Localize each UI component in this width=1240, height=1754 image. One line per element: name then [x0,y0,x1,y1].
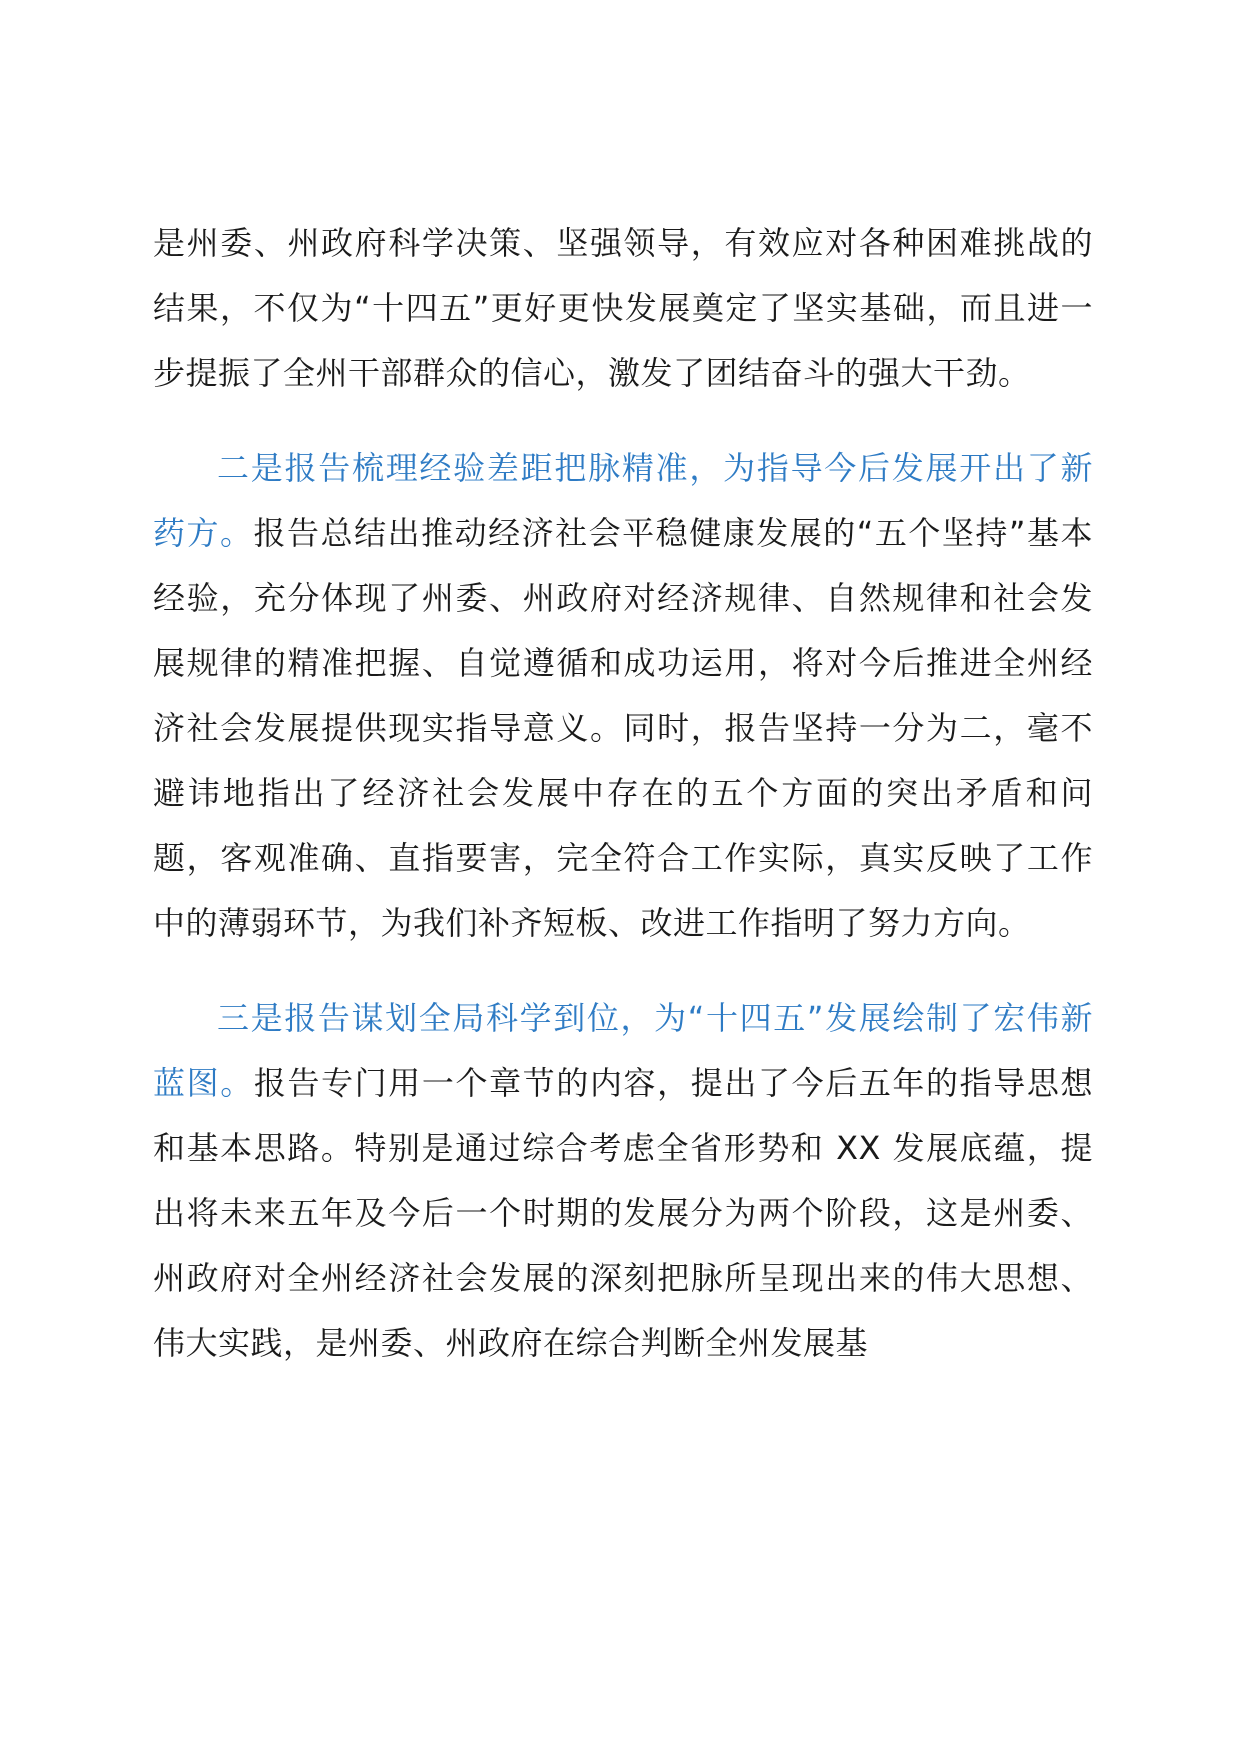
paragraph-point-three [153,986,1093,1376]
paragraph-point-two [153,436,1093,956]
document-body [153,211,1093,1376]
paragraph-text: 报告总结出推动经济社会平稳健康发展的“五个坚持”基本经验，充分体现了州委、州政府对经济规律、自然规律和社会发展规律的精准把握、自觉遵循和成功运用，将对今后推进全州经济社会发展提供现实指导意义。同时，报告坚持一分为二，毫不避讳地指出了经济社会发展中存在的五个方面的突出矛盾和问题，客观准确、直指要害，完全符合工作实际，真实反映了工作中的薄弱环节，为我们补齐短板、改进工作指明了努力方向。 [153,514,1093,942]
paragraph-text: 是州委、州政府科学决策、坚强领导，有效应对各种困难挑战的结果，不仅为“十四五”更好更快发展奠定了坚实基础，而且进一步提振了全州干部群众的信心，激发了团结奋斗的强大干劲。 [153,224,1093,392]
paragraph-lead-heading: 二是报告梳理经验差距把脉精准，为指导今后发展开出了新药方。 [153,449,1093,552]
paragraph-lead-heading: 三是报告谋划全局科学到位，为“十四五”发展绘制了宏伟新蓝图。 [153,999,1093,1102]
paragraph-continuation [153,211,1093,406]
paragraph-text: 报告专门用一个章节的内容，提出了今后五年的指导思想和基本思路。特别是通过综合考虑全省形势和 XX 发展底蕴，提出将未来五年及今后一个时期的发展分为两个阶段，这是州委、州政府对全州经济社会发展的深刻把脉所呈现出来的伟大思想、伟大实践，是州委、州政府在综合判断全州发展基 [153,1064,1093,1362]
